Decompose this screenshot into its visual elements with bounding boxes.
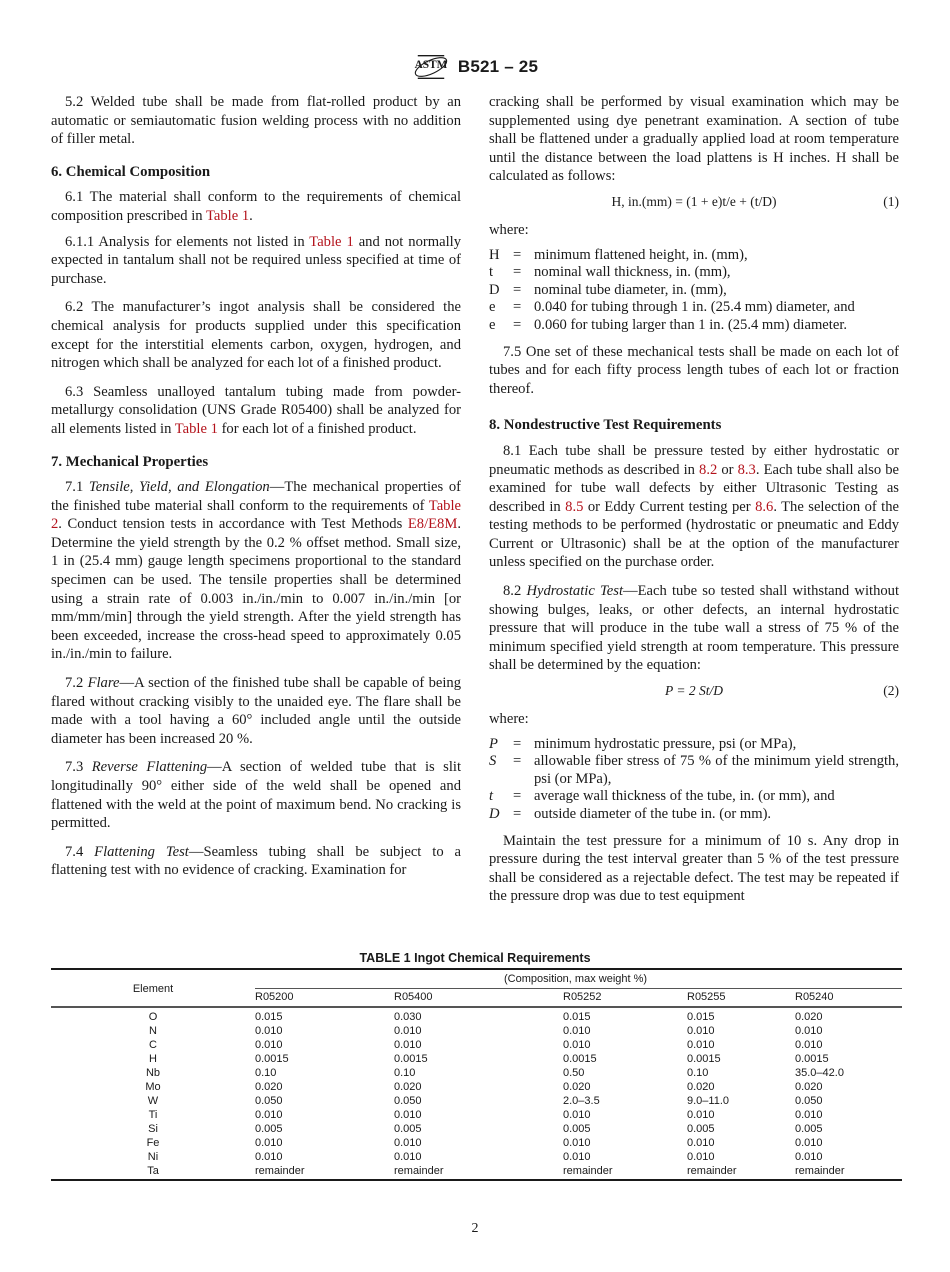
value-cell: 0.50	[563, 1067, 585, 1079]
value-cell: 0.010	[394, 1109, 422, 1121]
definition-row: P = minimum hydrostatic pressure, psi (or MPa),	[489, 735, 797, 752]
definition-row: t = nominal wall thickness, in. (mm),	[489, 264, 731, 281]
value-cell: 0.005	[687, 1123, 715, 1135]
paragraph-5-2: 5.2 Welded tube shall be made from flat-rolled product by an automatic or semiautomatic fusion welding process with no addition of filler metal.	[51, 94, 461, 148]
value-cell: 0.020	[255, 1081, 283, 1093]
value-cell: 0.010	[687, 1151, 715, 1163]
section-8-2-link[interactable]: 8.2	[699, 461, 718, 478]
value-cell: 0.010	[255, 1039, 283, 1051]
section-8-3-link[interactable]: 8.3	[737, 461, 756, 478]
value-cell: 0.010	[687, 1109, 715, 1121]
document-id: B521 – 25	[457, 57, 539, 76]
value-cell: 0.020	[795, 1081, 823, 1093]
value-cell: 0.005	[795, 1123, 823, 1135]
table-row	[51, 1164, 902, 1178]
value-cell: remainder	[795, 1165, 845, 1177]
definition-row: e = 0.040 for tubing through 1 in. (25.4 mm) diameter, and	[489, 299, 855, 316]
left-column	[51, 93, 461, 887]
paragraph-7-4-continued: cracking shall be performed by visual examination which may be supplemented using dye penetrant examination. A section of tube shall be flattened under a gradually applied load at room temperature until the distance between the load plattens is H inches. H shall be calculated as follows:	[489, 94, 899, 185]
value-cell: 0.10	[394, 1067, 416, 1079]
table-bottom-rule	[51, 1179, 902, 1181]
value-cell: 0.020	[687, 1081, 715, 1093]
element-cell: Nb	[145, 1067, 161, 1079]
value-cell: 0.010	[795, 1137, 823, 1149]
value-cell: 0.0015	[563, 1053, 597, 1065]
section-8-5-link[interactable]: 8.5	[565, 498, 584, 515]
right-column	[489, 93, 899, 913]
value-cell: 0.010	[255, 1137, 283, 1149]
element-cell: Ta	[147, 1165, 159, 1177]
value-cell: 0.005	[394, 1123, 422, 1135]
value-cell: 0.020	[394, 1081, 422, 1093]
value-cell: 0.010	[255, 1109, 283, 1121]
section-8-6-link[interactable]: 8.6	[755, 498, 774, 515]
value-cell: 0.0015	[255, 1053, 289, 1065]
table-group-rule	[255, 988, 902, 989]
section-heading-8: 8. Nondestructive Test Requirements	[489, 417, 722, 434]
paragraph-7-1: 7.1 Tensile, Yield, and Elongation—The mechanical properties of the finished tube material shall conform to the requirements of Table 2. Conduct tension tests in accordance with Test Methods E8/E8M. Determine the yield strength by the 0.2 % offset method. Small size, 1 in (25.4 mm) gauge length specimens proportional to the standard specimen can be used. The tensile properties shall be determined using a strain rate of 0.003 in./in./min to 0.007 in./in./min [or mm/mm/min] through the yield strength. After the yield strength has been exceeded, increase the cross-head speed to approximately 0.05 in./in./min to failure.	[51, 479, 461, 663]
equation-2-number: (2)	[883, 683, 899, 699]
equation-1	[489, 193, 899, 213]
table-1-link[interactable]: Table 1	[174, 420, 218, 437]
variable-definitions-1	[489, 247, 899, 335]
definition-row: S = allowable fiber stress of 75 % of the minimum yield strength, psi (or MPa),	[489, 753, 899, 787]
page-number: 2	[471, 1221, 479, 1236]
value-cell: 0.10	[687, 1067, 709, 1079]
definition-row: D = outside diameter of the tube in. (or mm).	[489, 806, 772, 822]
paragraph-7-5: 7.5 One set of these mechanical tests shall be made on each lot of tubes and for each fifty process length tubes of each lot or fraction thereof.	[489, 343, 899, 397]
table-row	[51, 1038, 902, 1052]
table-1-title: TABLE 1 Ingot Chemical Requirements	[359, 951, 591, 965]
value-cell: remainder	[687, 1165, 737, 1177]
table-1-link[interactable]: Table 1	[205, 207, 250, 224]
svg-text:ASTM: ASTM	[414, 58, 448, 71]
value-cell: 0.010	[563, 1137, 591, 1149]
value-cell: 0.010	[795, 1025, 823, 1037]
value-cell: 0.005	[563, 1123, 591, 1135]
page-header	[0, 50, 950, 89]
table-row	[51, 1066, 902, 1080]
value-cell: 0.010	[255, 1025, 283, 1037]
paragraph-7-3: 7.3 Reverse Flattening—A section of welded tube that is slit longitudinally 90° either side of the weld shall be opened and flattened with the weld at the point of maximum bend. No cracking is permitted.	[51, 759, 461, 832]
column-header-grade: R05252	[563, 991, 602, 1003]
table-row	[51, 1094, 902, 1108]
paragraph-maintain-pressure: Maintain the test pressure for a minimum of 10 s. Any drop in pressure during the test interval greater than 5 % of the test pressure shall be considered as a rejectable defect. The test may be repeated if the pressure drop was due to test equipment	[489, 832, 899, 905]
value-cell: 0.010	[687, 1039, 715, 1051]
value-cell: 0.010	[394, 1151, 422, 1163]
table-header-rule	[51, 1006, 902, 1008]
value-cell: 9.0–11.0	[687, 1095, 730, 1107]
element-cell: Ti	[148, 1109, 158, 1121]
column-header-grade: R05400	[394, 991, 433, 1003]
element-cell: O	[148, 1011, 158, 1023]
table-top-rule	[51, 968, 902, 970]
element-cell: Ni	[147, 1151, 159, 1163]
element-cell: H	[149, 1053, 157, 1065]
element-cell: C	[149, 1039, 157, 1051]
value-cell: 0.050	[394, 1095, 422, 1107]
equation-2	[489, 682, 899, 702]
value-cell: 0.020	[563, 1081, 591, 1093]
where-label: where:	[489, 711, 529, 728]
paragraph-8-1: 8.1 Each tube shall be pressure tested by either hydrostatic or pneumatic methods as described in 8.2 or 8.3. Each tube shall also be examined for tube wall defects by either Ultrasonic Testing as described in 8.5 or Eddy Current testing per 8.6. The selection of the testing methods to be performed (hydrostatic or pneumatic and Eddy Current or Ultrasonic) shall be at the option of the manufacturer unless specified on the purchase order.	[489, 442, 899, 571]
definition-row: D = nominal tube diameter, in. (mm),	[489, 281, 727, 298]
equation-2-body: P = 2 St/D	[665, 683, 723, 699]
value-cell: 0.010	[394, 1025, 422, 1037]
element-cell: N	[149, 1025, 157, 1037]
value-cell: 0.010	[687, 1137, 715, 1149]
value-cell: 0.010	[563, 1151, 591, 1163]
value-cell: remainder	[394, 1165, 444, 1177]
column-header-grade: R05240	[795, 991, 834, 1003]
value-cell: 0.015	[687, 1011, 715, 1023]
table-row	[51, 1052, 902, 1066]
value-cell: 0.10	[255, 1067, 277, 1079]
value-cell: 2.0–3.5	[563, 1095, 600, 1107]
section-heading-7: 7. Mechanical Properties	[51, 453, 209, 470]
value-cell: 0.010	[795, 1039, 823, 1051]
astm-logo-icon	[412, 50, 450, 84]
value-cell: 0.0015	[687, 1053, 721, 1065]
e8-e8m-link[interactable]: E8/E8M	[407, 516, 458, 533]
table-row	[51, 1122, 902, 1136]
value-cell: 0.015	[255, 1011, 283, 1023]
value-cell: 0.050	[255, 1095, 283, 1107]
table-row	[51, 1010, 902, 1024]
element-cell: Si	[148, 1123, 158, 1135]
value-cell: 0.0015	[394, 1053, 428, 1065]
value-cell: 0.020	[795, 1011, 823, 1023]
value-cell: 35.0–42.0	[795, 1067, 844, 1079]
paragraph-6-1: 6.1 The material shall conform to the requirements of chemical composition prescribed in Table 1.	[51, 189, 461, 224]
value-cell: 0.030	[394, 1011, 422, 1023]
table-row	[51, 1108, 902, 1122]
paragraph-6-3: 6.3 Seamless unalloyed tantalum tubing made from powder-metallurgy consolidation (UNS Grade R05400) shall be analyzed for all elements listed in Table 1 for each lot of a finished product.	[51, 383, 461, 437]
value-cell: 0.010	[563, 1109, 591, 1121]
table-2-link[interactable]: Table 2	[51, 497, 461, 533]
value-cell: 0.010	[687, 1025, 715, 1037]
definition-row: t = average wall thickness of the tube, in. (or mm), and	[489, 788, 835, 805]
value-cell: 0.010	[795, 1151, 823, 1163]
equation-1-body: H, in.(mm) = (1 + e)t/e + (t/D)	[611, 193, 777, 209]
paragraph-7-4: 7.4 Flattening Test—Seamless tubing shall be subject to a flattening test with no evidence of cracking. Examination for	[51, 843, 462, 879]
paragraph-8-2: 8.2 Hydrostatic Test—Each tube so tested shall withstand without showing bulges, leaks, or other defects, an internal hydrostatic pressure that will produce in the tube wall a stress of 75 % of the minimum specified yield strength at room temperature. This pressure shall be determined by the equation:	[489, 583, 900, 674]
value-cell: remainder	[563, 1165, 613, 1177]
value-cell: 0.015	[563, 1011, 591, 1023]
value-cell: 0.0015	[795, 1053, 829, 1065]
equation-1-number: (1)	[883, 193, 899, 209]
table-row	[51, 1136, 902, 1150]
value-cell: 0.010	[394, 1137, 422, 1149]
value-cell: 0.050	[795, 1095, 823, 1107]
definition-row: H = minimum flattened height, in. (mm),	[489, 246, 748, 263]
value-cell: 0.005	[255, 1123, 283, 1135]
paragraph-6-1-1: 6.1.1 Analysis for elements not listed in Table 1 and not normally expected in tantalum shall not be required unless specified at time of purchase.	[51, 233, 461, 287]
element-cell: Fe	[146, 1137, 160, 1149]
value-cell: 0.010	[795, 1109, 823, 1121]
value-cell: 0.010	[563, 1039, 591, 1051]
value-cell: 0.010	[255, 1151, 283, 1163]
value-cell: 0.010	[563, 1025, 591, 1037]
table-row	[51, 1080, 902, 1094]
where-label: where:	[489, 221, 529, 238]
element-cell: W	[147, 1095, 159, 1107]
definition-row: e = 0.060 for tubing larger than 1 in. (25.4 mm) diameter.	[489, 316, 848, 333]
column-header-grade: R05255	[687, 991, 726, 1003]
variable-definitions-2	[489, 736, 899, 824]
table-row	[51, 1024, 902, 1038]
value-cell: remainder	[255, 1165, 305, 1177]
table-body	[51, 1010, 902, 1178]
column-header-element: Element	[132, 983, 174, 995]
column-header-grade: R05200	[255, 991, 294, 1003]
element-cell: Mo	[145, 1081, 161, 1093]
paragraph-6-2: 6.2 The manufacturer’s ingot analysis shall be considered the chemical analysis for products supplied under this specification except for the interstitial elements carbon, oxygen, hydrogen, and nitrogen which shall be analyzed for each lot of a finished product.	[51, 299, 461, 372]
column-group-header: (Composition, max weight %)	[504, 973, 648, 985]
table-1-link[interactable]: Table 1	[309, 233, 354, 250]
section-heading-6: 6. Chemical Composition	[51, 163, 211, 180]
value-cell: 0.010	[394, 1039, 422, 1051]
table-row	[51, 1150, 902, 1164]
paragraph-7-2: 7.2 Flare—A section of the finished tube shall be capable of being flared without cracking visibly to the unaided eye. The flare shall be made with a tool having a 60° included angle until the outside diameter has been increased 20 %.	[51, 675, 461, 747]
